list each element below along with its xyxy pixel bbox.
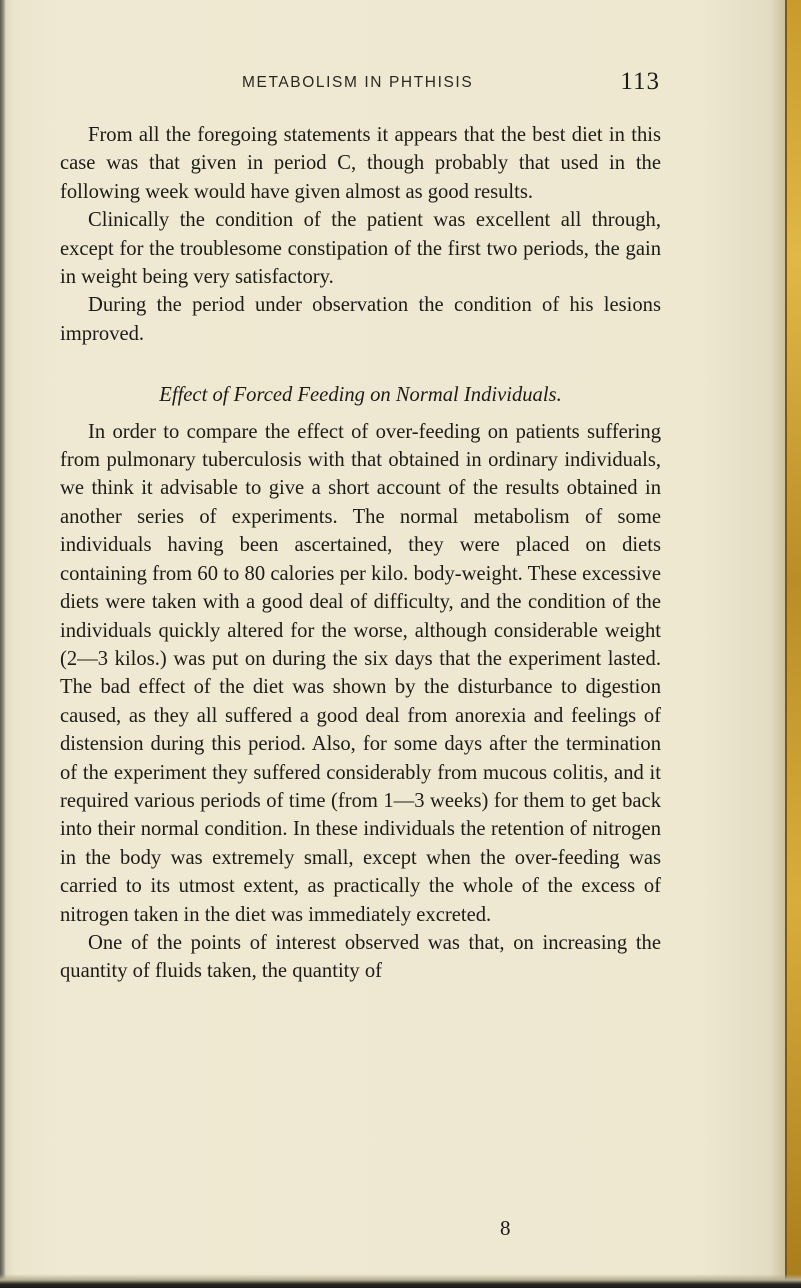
- book-spine-edge: [785, 0, 801, 1288]
- paragraph-fluids: One of the points of interest observed was that, on increasing the quantity of fluids taken, the quantity of: [60, 931, 661, 983]
- paragraph-forced-feeding: In order to compare the effect of over-feeding on patients suffering from pulmonary tuberculosis with that obtained in ordinary individuals, we think it advisable to give a short account of the results obtained in another series of experiments. The normal metabolism of some individuals having been ascertained, they were placed on diets containing from 60 to 80 calories per kilo. body-weight. These excessive diets were taken with a good deal of difficulty, and the condition of the individuals quickly altered for the worse, although considerable weight (2—3 kilos.) was put on during the six days that the experiment lasted. The bad effect of the diet was shown by the disturbance to digestion caused, as they all suffered a good deal from anorexia and feelings of distension during this period. Also, for some days after the termination of the experiment they suffered considerably from mucous colitis, and it required various periods of time (from 1—3 weeks) for them to get back into their normal condition. In these individuals the retention of nitrogen in the body was extremely small, except when the over-feeding was carried to its utmost extent, as practically the whole of the excess of nitrogen taken in the diet was immediately excreted.: [60, 420, 661, 926]
- running-head: METABOLISM IN PHTHISIS: [242, 74, 474, 91]
- page-left-edge: [0, 0, 6, 1288]
- section-heading: Effect of Forced Feeding on Normal Individuals.: [159, 384, 562, 407]
- signature-mark: 8: [500, 1216, 511, 1240]
- paragraph-lesions: During the period under observation the condition of his lesions improved.: [60, 294, 661, 345]
- paragraph-clinical-condition: Clinically the condition of the patient was excellent all through, except for the troublesome constipation of the first two periods, the gain in weight being very satisfactory.: [60, 209, 661, 289]
- paragraph-diet-conclusion: From all the foregoing statements it appears that the best diet in this case was that given in period C, though probably that used in the following week would have given almost as good results.: [60, 124, 661, 203]
- page-header: [92, 68, 660, 104]
- page-bottom-edge: [0, 1274, 801, 1288]
- body-text: [60, 121, 661, 986]
- page-number: 113: [620, 68, 660, 95]
